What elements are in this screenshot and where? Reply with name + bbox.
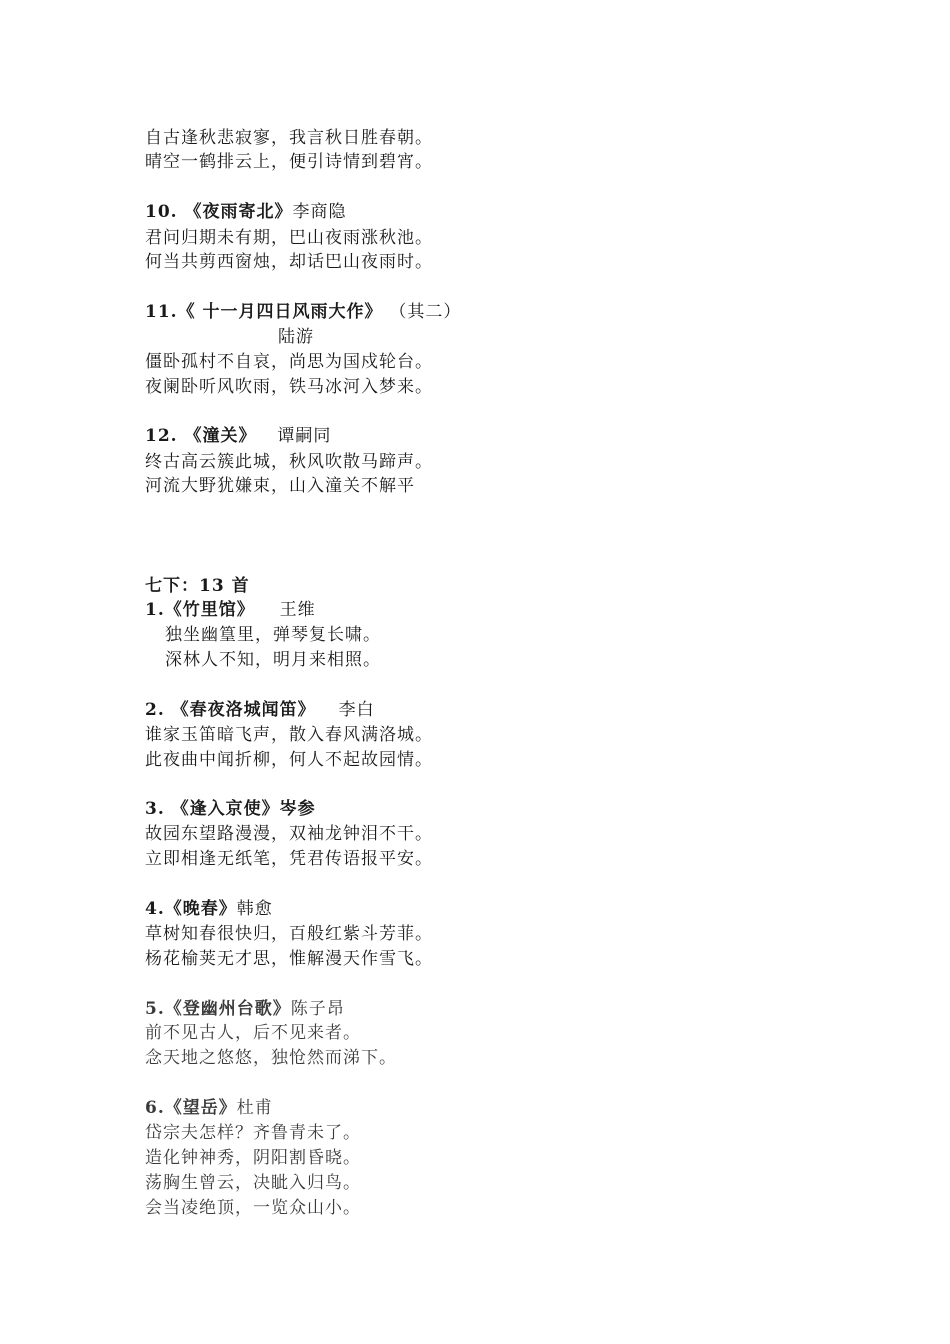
poem-line: 前不见古人，后不见来者。: [145, 1023, 361, 1043]
poem-heading-6: [145, 1096, 273, 1120]
poem-heading-10: [145, 200, 347, 224]
poem-heading-11: [145, 300, 461, 324]
poem-line: 荡胸生曾云，决眦入归鸟。: [145, 1173, 361, 1193]
poem-number: 12.: [145, 426, 178, 446]
poem-title: 《竹里馆》: [164, 600, 255, 620]
poem-line: 故园东望路漫漫，双袖龙钟泪不干。: [145, 824, 433, 844]
poem-title: 《逢入京使》: [171, 799, 280, 819]
poem-author: 岑参: [279, 799, 316, 819]
poem-title: 《晚春》: [164, 899, 237, 919]
poem-line: 君问归期未有期，巴山夜雨涨秋池。: [145, 228, 433, 248]
poem-title: 《潼关》: [184, 426, 257, 446]
poem-line: 何当共剪西窗烛，却话巴山夜雨时。: [145, 252, 433, 272]
poem-line: 僵卧孤村不自哀，尚思为国戍轮台。: [145, 352, 433, 372]
poem-line: 杨花榆荚无才思，惟解漫天作雪飞。: [145, 949, 433, 969]
poem-line: 此夜曲中闻折柳，何人不起故园情。: [145, 750, 433, 770]
poem-author: 王维: [279, 600, 316, 620]
poem-title: 《望岳》: [164, 1098, 237, 1118]
poem-author: 李商隐: [292, 202, 347, 222]
poem-number: 3.: [145, 799, 165, 819]
poem-line: 晴空一鹤排云上，便引诗情到碧宵。: [145, 152, 433, 172]
poem-number: 4.: [145, 899, 165, 919]
poem-line: 河流大野犹嫌束，山入潼关不解平: [145, 476, 415, 496]
poem-line: 造化钟神秀，阴阳割昏晓。: [145, 1148, 361, 1168]
poem-number: 10.: [145, 202, 178, 222]
poem-line: 夜阑卧听风吹雨，铁马冰河入梦来。: [145, 377, 433, 397]
poem-line: 谁家玉笛暗飞声，散入春风满洛城。: [145, 725, 433, 745]
poem-title: 《夜雨寄北》: [184, 202, 293, 222]
poem-heading-12: [145, 424, 331, 448]
poem-line: 立即相逢无纸笔，凭君传语报平安。: [145, 849, 433, 869]
poem-title: 《 十一月四日风雨大作》: [177, 302, 383, 322]
poem-author: 谭嗣同: [277, 426, 332, 446]
poem-line: 念天地之悠悠，独怆然而涕下。: [145, 1048, 397, 1068]
poem-heading-5: [145, 997, 345, 1021]
poem-author: 韩愈: [236, 899, 273, 919]
poem-number: 6.: [145, 1098, 165, 1118]
poem-author: 杜甫: [236, 1098, 273, 1118]
poem-heading-1: [145, 598, 316, 622]
poem-line: 会当凌绝顶，一览众山小。: [145, 1198, 361, 1218]
poem-line: 草树知春很快归，百般红紫斗芳菲。: [145, 924, 433, 944]
poem-author: 李白: [338, 700, 375, 720]
section-heading: 七下：13 首: [145, 576, 250, 596]
poem-title: 《登幽州台歌》: [164, 999, 291, 1019]
poem-number: 11.: [145, 302, 178, 322]
poem-line: 终古高云簇此城，秋风吹散马蹄声。: [145, 452, 433, 472]
poem-heading-3: [145, 797, 316, 821]
poem-number: 1.: [145, 600, 165, 620]
poem-line: 深林人不知，明月来相照。: [165, 650, 381, 670]
poem-title: 《春夜洛城闻笛》: [171, 700, 316, 720]
poem-line: 自古逢秋悲寂寥，我言秋日胜春朝。: [145, 128, 433, 148]
poem-note: （其二）: [389, 302, 462, 322]
poem-line: 独坐幽篁里，弹琴复长啸。: [165, 625, 381, 645]
poem-line: 岱宗夫怎样？齐鲁青未了。: [145, 1123, 361, 1143]
poem-number: 2.: [145, 700, 165, 720]
poem-heading-2: [145, 698, 375, 722]
poem-heading-4: [145, 897, 273, 921]
poem-number: 5.: [145, 999, 165, 1019]
poem-author: 陆游: [278, 327, 314, 347]
poem-author: 陈子昂: [290, 999, 345, 1019]
